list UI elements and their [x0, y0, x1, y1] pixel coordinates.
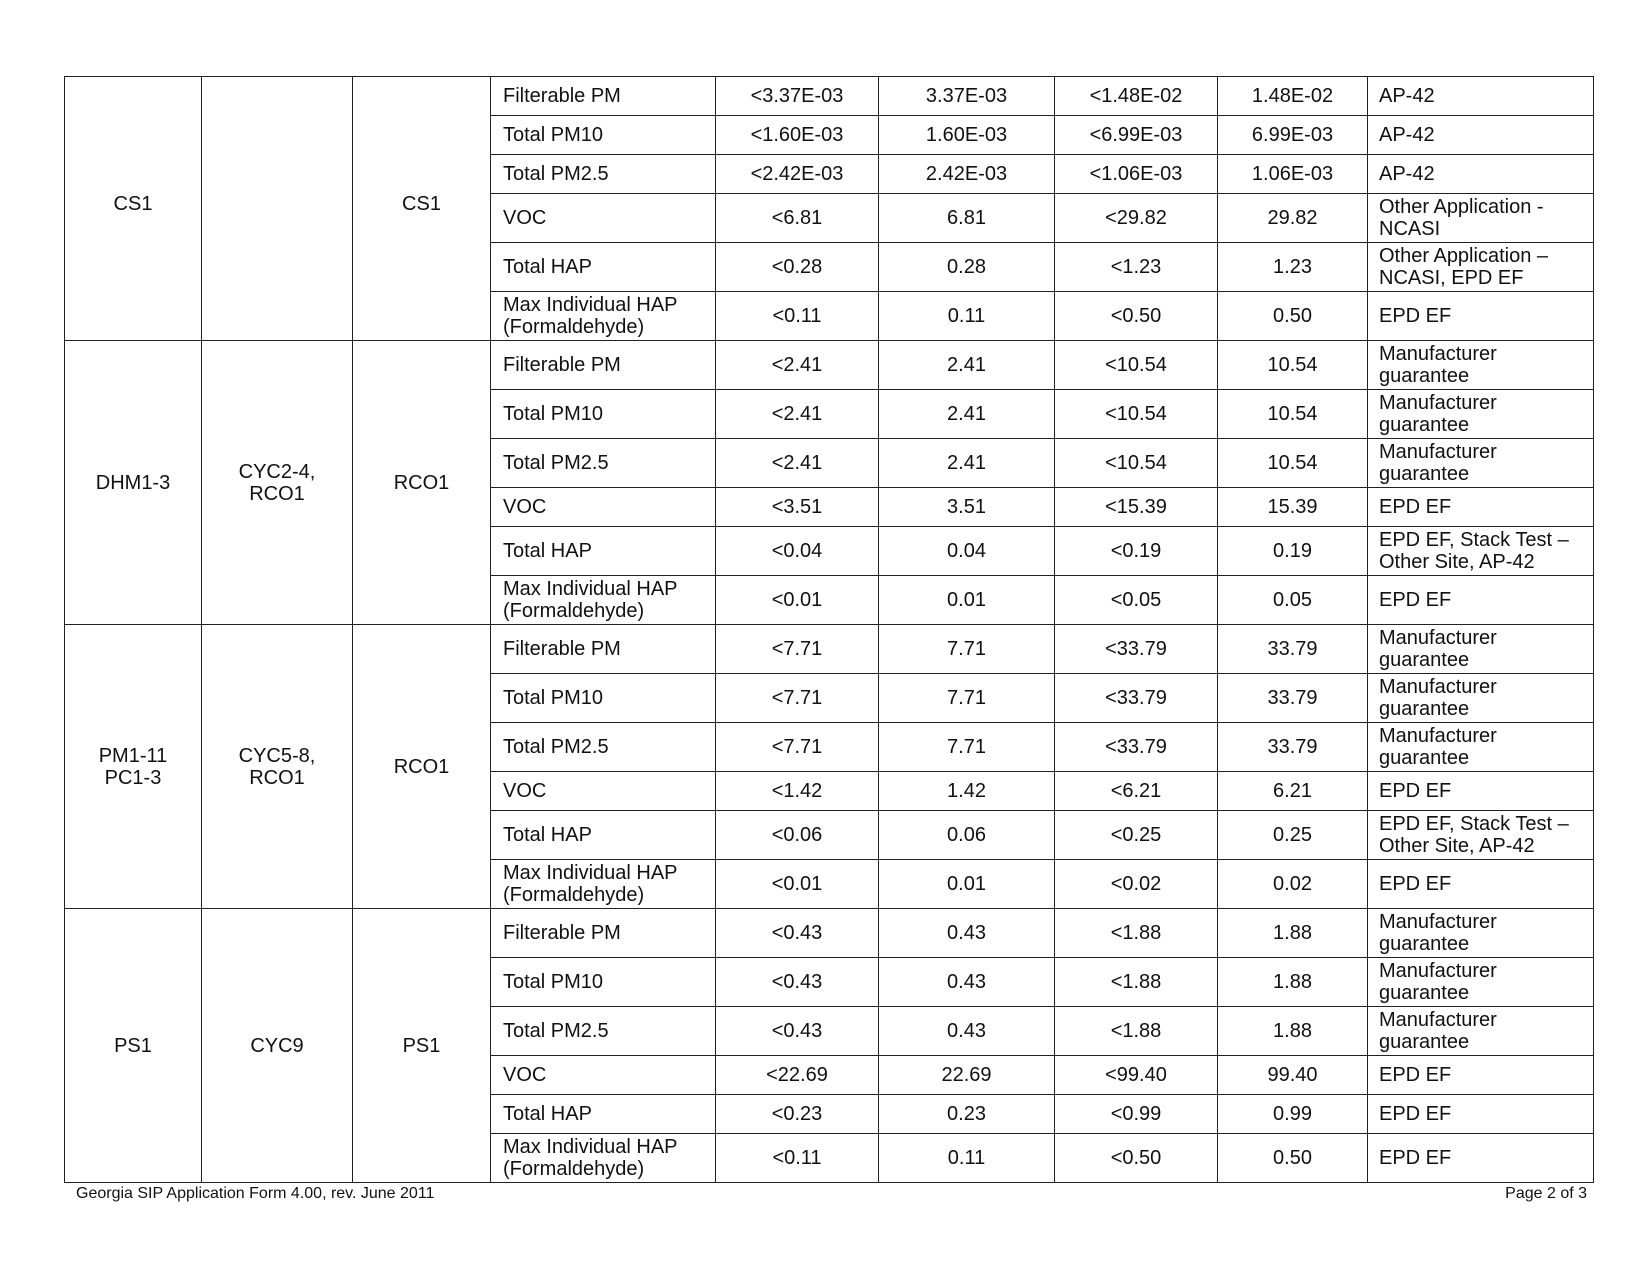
- stack-cell: PS1: [353, 909, 491, 1183]
- control-device-cell: [202, 292, 353, 341]
- pollutant-cell: Max Individual HAP (Formaldehyde): [491, 292, 716, 341]
- table-row: [65, 341, 1594, 390]
- basis-cell: Manufacturer guarantee: [1368, 723, 1594, 772]
- value-cell: 33.79: [1218, 723, 1368, 772]
- value-cell: 0.25: [1218, 811, 1368, 860]
- pollutant-cell: Total PM10: [491, 958, 716, 1007]
- pollutant-cell: Total PM10: [491, 116, 716, 155]
- basis-cell: Manufacturer guarantee: [1368, 674, 1594, 723]
- basis-cell: AP-42: [1368, 116, 1594, 155]
- value-cell: 1.23: [1218, 243, 1368, 292]
- table-row: [65, 116, 1594, 155]
- value-cell: <0.11: [716, 292, 879, 341]
- basis-cell: Manufacturer guarantee: [1368, 341, 1594, 390]
- footer-form-label: Georgia SIP Application Form 4.00, rev. June 2011: [76, 1185, 435, 1202]
- control-device-cell: CYC2-4, RCO1: [202, 341, 353, 625]
- value-cell: <2.41: [716, 390, 879, 439]
- value-cell: 33.79: [1218, 625, 1368, 674]
- pollutant-cell: Filterable PM: [491, 909, 716, 958]
- value-cell: <0.99: [1055, 1095, 1218, 1134]
- pollutant-cell: VOC: [491, 488, 716, 527]
- basis-cell: AP-42: [1368, 77, 1594, 116]
- value-cell: <6.21: [1055, 772, 1218, 811]
- basis-cell: Manufacturer guarantee: [1368, 625, 1594, 674]
- control-device-cell: [202, 77, 353, 116]
- emission-unit-cell: [65, 77, 202, 116]
- pollutant-cell: Filterable PM: [491, 341, 716, 390]
- value-cell: <33.79: [1055, 625, 1218, 674]
- basis-cell: EPD EF: [1368, 1134, 1594, 1183]
- value-cell: 0.01: [879, 860, 1055, 909]
- value-cell: <1.88: [1055, 909, 1218, 958]
- value-cell: <0.06: [716, 811, 879, 860]
- stack-cell: [353, 77, 491, 116]
- value-cell: <0.01: [716, 860, 879, 909]
- value-cell: <0.02: [1055, 860, 1218, 909]
- stack-cell: CS1: [353, 116, 491, 292]
- value-cell: <0.50: [1055, 1134, 1218, 1183]
- basis-cell: Manufacturer guarantee: [1368, 439, 1594, 488]
- value-cell: <3.37E-03: [716, 77, 879, 116]
- emission-unit-cell: [65, 292, 202, 341]
- pollutant-cell: Total PM2.5: [491, 155, 716, 194]
- pollutant-cell: Total HAP: [491, 527, 716, 576]
- value-cell: <22.69: [716, 1056, 879, 1095]
- value-cell: <6.81: [716, 194, 879, 243]
- basis-cell: Manufacturer guarantee: [1368, 1007, 1594, 1056]
- table-row: [65, 292, 1594, 341]
- value-cell: <10.54: [1055, 439, 1218, 488]
- value-cell: 10.54: [1218, 439, 1368, 488]
- basis-cell: EPD EF: [1368, 1056, 1594, 1095]
- stack-cell: RCO1: [353, 625, 491, 909]
- pollutant-cell: Total PM2.5: [491, 723, 716, 772]
- value-cell: 0.05: [1218, 576, 1368, 625]
- value-cell: <0.04: [716, 527, 879, 576]
- basis-cell: Manufacturer guarantee: [1368, 390, 1594, 439]
- value-cell: 3.51: [879, 488, 1055, 527]
- value-cell: <0.28: [716, 243, 879, 292]
- basis-cell: EPD EF: [1368, 292, 1594, 341]
- value-cell: <0.23: [716, 1095, 879, 1134]
- value-cell: <0.25: [1055, 811, 1218, 860]
- value-cell: 0.43: [879, 958, 1055, 1007]
- value-cell: <1.42: [716, 772, 879, 811]
- value-cell: 2.42E-03: [879, 155, 1055, 194]
- value-cell: 0.06: [879, 811, 1055, 860]
- value-cell: 0.04: [879, 527, 1055, 576]
- basis-cell: EPD EF, Stack Test – Other Site, AP-42: [1368, 811, 1594, 860]
- basis-cell: EPD EF: [1368, 576, 1594, 625]
- value-cell: 0.19: [1218, 527, 1368, 576]
- pollutant-cell: VOC: [491, 1056, 716, 1095]
- value-cell: 22.69: [879, 1056, 1055, 1095]
- value-cell: 0.02: [1218, 860, 1368, 909]
- pollutant-cell: Total PM10: [491, 390, 716, 439]
- footer-page-number: Page 2 of 3: [1505, 1185, 1587, 1202]
- value-cell: 0.23: [879, 1095, 1055, 1134]
- value-cell: <1.06E-03: [1055, 155, 1218, 194]
- value-cell: 0.43: [879, 909, 1055, 958]
- value-cell: 7.71: [879, 674, 1055, 723]
- value-cell: <0.05: [1055, 576, 1218, 625]
- pollutant-cell: Total PM10: [491, 674, 716, 723]
- value-cell: 7.71: [879, 723, 1055, 772]
- emissions-table: [64, 76, 1594, 1183]
- value-cell: 1.88: [1218, 909, 1368, 958]
- value-cell: <29.82: [1055, 194, 1218, 243]
- value-cell: <15.39: [1055, 488, 1218, 527]
- value-cell: 0.11: [879, 1134, 1055, 1183]
- value-cell: 2.41: [879, 341, 1055, 390]
- value-cell: 29.82: [1218, 194, 1368, 243]
- basis-cell: Other Application - NCASI: [1368, 194, 1594, 243]
- table-body: [65, 77, 1594, 1183]
- value-cell: <1.23: [1055, 243, 1218, 292]
- value-cell: <0.43: [716, 958, 879, 1007]
- pollutant-cell: Total PM2.5: [491, 1007, 716, 1056]
- control-device-cell: CYC5-8, RCO1: [202, 625, 353, 909]
- pollutant-cell: Total HAP: [491, 1095, 716, 1134]
- value-cell: 0.28: [879, 243, 1055, 292]
- stack-cell: RCO1: [353, 341, 491, 625]
- value-cell: 1.88: [1218, 1007, 1368, 1056]
- emission-unit-cell: PS1: [65, 909, 202, 1183]
- value-cell: 1.42: [879, 772, 1055, 811]
- value-cell: <7.71: [716, 625, 879, 674]
- value-cell: 0.01: [879, 576, 1055, 625]
- value-cell: 0.11: [879, 292, 1055, 341]
- pollutant-cell: Total PM2.5: [491, 439, 716, 488]
- value-cell: 2.41: [879, 439, 1055, 488]
- value-cell: 33.79: [1218, 674, 1368, 723]
- value-cell: 2.41: [879, 390, 1055, 439]
- value-cell: 10.54: [1218, 341, 1368, 390]
- value-cell: <2.42E-03: [716, 155, 879, 194]
- value-cell: 1.48E-02: [1218, 77, 1368, 116]
- table-row: [65, 625, 1594, 674]
- value-cell: <10.54: [1055, 390, 1218, 439]
- value-cell: 3.37E-03: [879, 77, 1055, 116]
- pollutant-cell: Filterable PM: [491, 625, 716, 674]
- pollutant-cell: Total HAP: [491, 811, 716, 860]
- control-device-cell: CYC9: [202, 909, 353, 1183]
- basis-cell: Manufacturer guarantee: [1368, 958, 1594, 1007]
- table-row: [65, 77, 1594, 116]
- basis-cell: AP-42: [1368, 155, 1594, 194]
- value-cell: <0.43: [716, 1007, 879, 1056]
- value-cell: 6.99E-03: [1218, 116, 1368, 155]
- value-cell: 0.50: [1218, 292, 1368, 341]
- value-cell: <6.99E-03: [1055, 116, 1218, 155]
- basis-cell: Manufacturer guarantee: [1368, 909, 1594, 958]
- value-cell: 0.99: [1218, 1095, 1368, 1134]
- value-cell: <0.19: [1055, 527, 1218, 576]
- pollutant-cell: Max Individual HAP (Formaldehyde): [491, 576, 716, 625]
- value-cell: 99.40: [1218, 1056, 1368, 1095]
- value-cell: 1.06E-03: [1218, 155, 1368, 194]
- value-cell: <33.79: [1055, 674, 1218, 723]
- value-cell: <7.71: [716, 674, 879, 723]
- value-cell: 6.21: [1218, 772, 1368, 811]
- value-cell: <7.71: [716, 723, 879, 772]
- value-cell: 10.54: [1218, 390, 1368, 439]
- value-cell: <3.51: [716, 488, 879, 527]
- basis-cell: EPD EF: [1368, 488, 1594, 527]
- control-device-cell: [202, 116, 353, 292]
- pollutant-cell: Total HAP: [491, 243, 716, 292]
- pollutant-cell: Filterable PM: [491, 77, 716, 116]
- value-cell: <2.41: [716, 341, 879, 390]
- value-cell: <10.54: [1055, 341, 1218, 390]
- table-row: [65, 909, 1594, 958]
- value-cell: 6.81: [879, 194, 1055, 243]
- basis-cell: EPD EF: [1368, 1095, 1594, 1134]
- value-cell: 7.71: [879, 625, 1055, 674]
- value-cell: <0.50: [1055, 292, 1218, 341]
- basis-cell: EPD EF, Stack Test – Other Site, AP-42: [1368, 527, 1594, 576]
- stack-cell: [353, 292, 491, 341]
- basis-cell: EPD EF: [1368, 772, 1594, 811]
- pollutant-cell: VOC: [491, 772, 716, 811]
- value-cell: <0.01: [716, 576, 879, 625]
- value-cell: <0.43: [716, 909, 879, 958]
- emission-unit-cell: CS1: [65, 116, 202, 292]
- value-cell: 0.43: [879, 1007, 1055, 1056]
- value-cell: 0.50: [1218, 1134, 1368, 1183]
- value-cell: 15.39: [1218, 488, 1368, 527]
- emission-unit-cell: PM1-11 PC1-3: [65, 625, 202, 909]
- value-cell: 1.88: [1218, 958, 1368, 1007]
- pollutant-cell: Max Individual HAP (Formaldehyde): [491, 860, 716, 909]
- basis-cell: Other Application – NCASI, EPD EF: [1368, 243, 1594, 292]
- value-cell: <1.60E-03: [716, 116, 879, 155]
- value-cell: <33.79: [1055, 723, 1218, 772]
- pollutant-cell: VOC: [491, 194, 716, 243]
- pollutant-cell: Max Individual HAP (Formaldehyde): [491, 1134, 716, 1183]
- value-cell: <1.48E-02: [1055, 77, 1218, 116]
- value-cell: 1.60E-03: [879, 116, 1055, 155]
- value-cell: <99.40: [1055, 1056, 1218, 1095]
- value-cell: <0.11: [716, 1134, 879, 1183]
- value-cell: <2.41: [716, 439, 879, 488]
- basis-cell: EPD EF: [1368, 860, 1594, 909]
- value-cell: <1.88: [1055, 1007, 1218, 1056]
- emission-unit-cell: DHM1-3: [65, 341, 202, 625]
- value-cell: <1.88: [1055, 958, 1218, 1007]
